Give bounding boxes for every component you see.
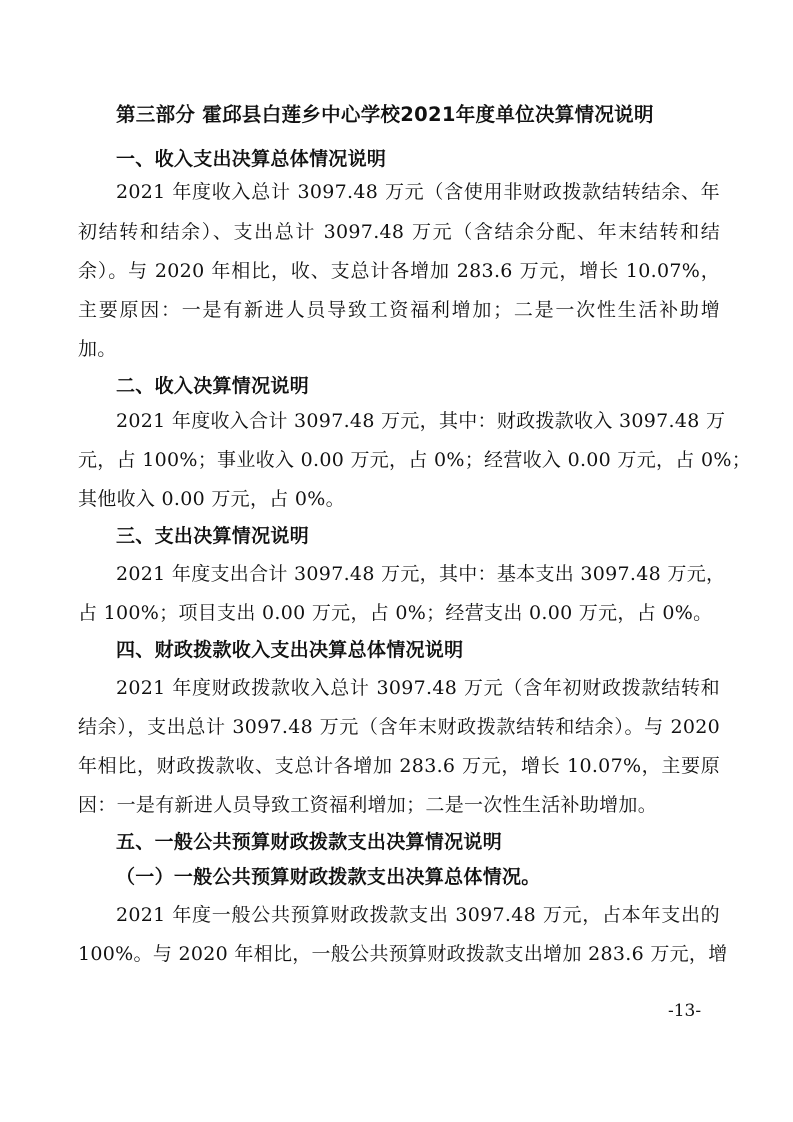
paragraph-line: 结余），支出总计 3097.48 万元（含年末财政拨款结转和结余）。与 2020 xyxy=(78,716,720,738)
section-heading-5: 五、一般公共预算财政拨款支出决算情况说明 xyxy=(116,831,503,853)
paragraph-line: 余）。与 2020 年相比，收、支总计各增加 283.6 万元，增长 10.07%， xyxy=(78,260,720,282)
section-heading-1: 一、收入支出决算总体情况说明 xyxy=(116,148,387,170)
paragraph-line: 2021 年度收入合计 3097.48 万元，其中：财政拨款收入 3097.48 万 xyxy=(116,410,726,432)
paragraph-line: 占 100%；项目支出 0.00 万元，占 0%；经营支出 0.00 万元，占 0%。 xyxy=(78,602,713,624)
paragraph-line: 其他收入 0.00 万元，占 0%。 xyxy=(78,488,345,510)
paragraph-line: 年相比，财政拨款收、支总计各增加 283.6 万元，增长 10.07%，主要原 xyxy=(78,755,720,777)
subsection-heading: （一）一般公共预算财政拨款支出决算总体情况。 xyxy=(116,866,541,888)
paragraph-line: 主要原因：一是有新进人员导致工资福利增加；二是一次性生活补助增 xyxy=(78,299,720,321)
page-number: -13- xyxy=(668,1001,702,1021)
paragraph-line: 2021 年度财政拨款收入总计 3097.48 万元（含年初财政拨款结转和 xyxy=(116,677,720,699)
paragraph-line: 元，占 100%；事业收入 0.00 万元，占 0%；经营收入 0.00 万元，占 0%； xyxy=(78,449,751,471)
paragraph-line: 2021 年度收入总计 3097.48 万元（含使用非财政拨款结转结余、年 xyxy=(116,181,720,203)
section-heading-2: 二、收入决算情况说明 xyxy=(116,375,310,397)
paragraph-line: 初结转和结余）、支出总计 3097.48 万元（含结余分配、年末结转和结 xyxy=(78,221,720,243)
paragraph-line: 因：一是有新进人员导致工资福利增加；二是一次性生活补助增加。 xyxy=(78,794,658,816)
document-title: 第三部分 霍邱县白莲乡中心学校2021年度单位决算情况说明 xyxy=(116,103,654,126)
section-heading-4: 四、财政拨款收入支出决算总体情况说明 xyxy=(116,639,464,661)
paragraph-line: 2021 年度支出合计 3097.48 万元，其中：基本支出 3097.48 万元， xyxy=(116,563,726,585)
section-heading-3: 三、支出决算情况说明 xyxy=(116,525,310,547)
paragraph-line: 加。 xyxy=(78,338,117,360)
paragraph-line: 2021 年度一般公共预算财政拨款支出 3097.48 万元，占本年支出的 xyxy=(116,904,720,926)
paragraph-line: 100%。与 2020 年相比，一般公共预算财政拨款支出增加 283.6 万元，增 xyxy=(78,943,728,965)
